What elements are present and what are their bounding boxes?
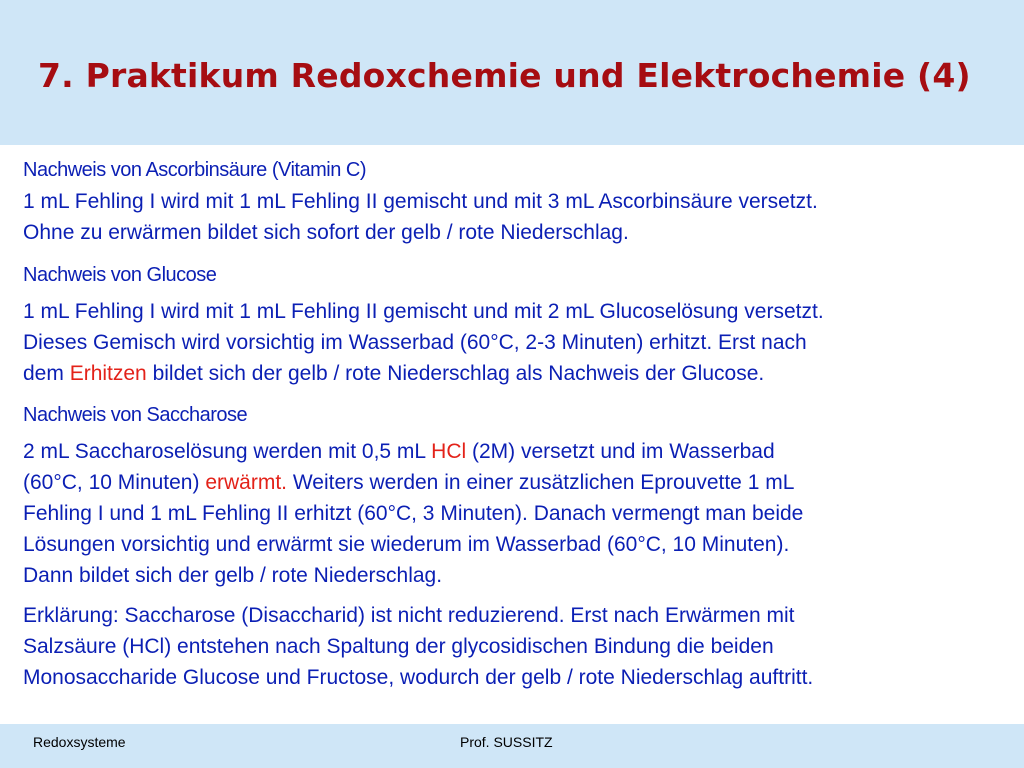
footer-course-name: Redoxsysteme bbox=[33, 734, 126, 750]
section-body-glucose bbox=[23, 296, 1013, 389]
text-fragment: Weiters werden in einer zusätzlichen Eprouvette 1 mL bbox=[287, 471, 795, 494]
text-fragment: dem bbox=[23, 362, 70, 385]
section-heading-ascorbic-acid: Nachweis von Ascorbinsäure (Vitamin C) bbox=[23, 159, 367, 181]
section-sucrose bbox=[23, 400, 1013, 693]
text-line: Ohne zu erwärmen bildet sich sofort der gelb / rote Niederschlag. bbox=[23, 221, 629, 244]
text-fragment: (2M) versetzt und im Wasserbad bbox=[466, 440, 775, 463]
text-line: Dann bildet sich der gelb / rote Niederschlag. bbox=[23, 564, 443, 587]
text-fragment: 2 mL Saccharoselösung werden mit 0,5 mL bbox=[23, 440, 432, 463]
highlight-erhitzen: Erhitzen bbox=[69, 362, 147, 385]
text-fragment: bildet sich der gelb / rote Niederschlag als Nachweis der Glucose. bbox=[146, 362, 765, 385]
text-line: Lösungen vorsichtig und erwärmt sie wiederum im Wasserbad (60°C, 10 Minuten). bbox=[23, 533, 790, 556]
text-line: 1 mL Fehling I wird mit 1 mL Fehling II gemischt und mit 2 mL Glucoselösung versetzt. bbox=[23, 300, 824, 323]
footer-bar bbox=[0, 724, 1024, 768]
section-glucose bbox=[23, 260, 1013, 389]
section-ascorbic-acid bbox=[23, 155, 1013, 248]
highlight-hcl: HCl bbox=[431, 440, 467, 463]
footer-author: Prof. SUSSITZ bbox=[460, 734, 553, 750]
slide-title: 7. Praktikum Redoxchemie und Elektrochemie (4) bbox=[38, 56, 971, 95]
text-line: Fehling I und 1 mL Fehling II erhitzt (60°C, 3 Minuten). Danach vermengt man beide bbox=[23, 502, 804, 525]
text-line: Dieses Gemisch wird vorsichtig im Wasserbad (60°C, 2-3 Minuten) erhitzt. Erst nach bbox=[23, 331, 807, 354]
text-line: Salzsäure (HCl) entstehen nach Spaltung der glycosidischen Bindung die beiden bbox=[23, 635, 774, 658]
text-line: 1 mL Fehling I wird mit 1 mL Fehling II gemischt und mit 3 mL Ascorbinsäure versetzt. bbox=[23, 190, 818, 213]
text-line: Monosaccharide Glucose und Fructose, wodurch der gelb / rote Niederschlag auftritt. bbox=[23, 666, 814, 689]
section-body-ascorbic-acid bbox=[23, 186, 1013, 248]
section-heading-sucrose: Nachweis von Saccharose bbox=[23, 404, 248, 426]
explanation-paragraph bbox=[23, 600, 1013, 693]
highlight-erwaermt: erwärmt. bbox=[205, 471, 288, 494]
title-banner bbox=[0, 0, 1024, 145]
slide-content bbox=[23, 155, 1013, 693]
section-body-sucrose bbox=[23, 436, 1013, 591]
section-heading-glucose: Nachweis von Glucose bbox=[23, 264, 217, 286]
text-fragment: (60°C, 10 Minuten) bbox=[23, 471, 206, 494]
text-line: Erklärung: Saccharose (Disaccharid) ist nicht reduzierend. Erst nach Erwärmen mit bbox=[23, 604, 795, 627]
